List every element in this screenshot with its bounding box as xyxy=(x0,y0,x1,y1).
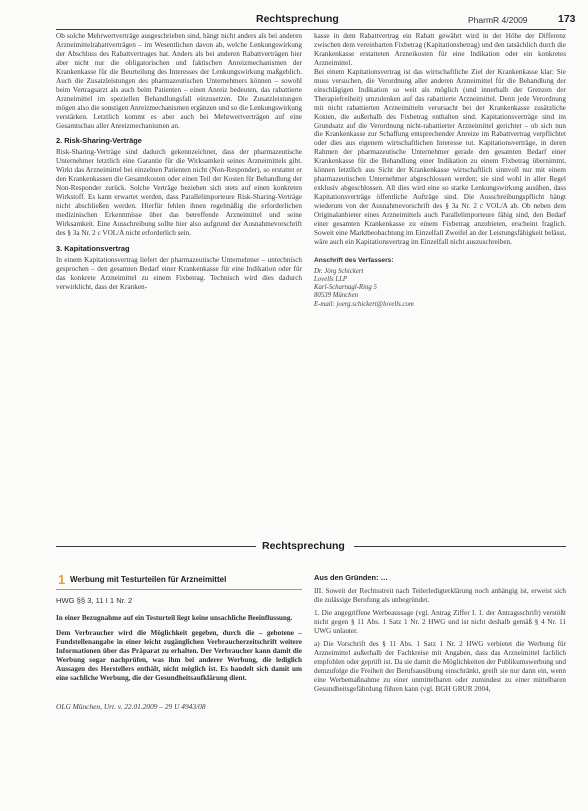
paragraph-mehrwert: Ob solche Mehrwertverträge ausgeschrieben sind, hängt nicht anders als bei anderen Arzneimittelrabattverträgen – im Wesentlichen davon ab, welche Lenkungswirkung der Abschluss des Rabattvertrages hat. Anders als bei anderen Rabattverträgen hier aber nicht nur die obligatorischen und faktischen Anreizmechanismen der Krankenkasse für die Beurteilung des Interesses der Lenkungswirkung maßgeblich. Auch die Zusatzleistungen des pharmazeutischen Unternehmers können – sowohl beim Vertragsarzt als auch beim Patienten – einen Anreiz bedeuten, das rabattierte Arzneimittel im speziellen Behandlungsfall einzusetzen. Die Zusatzleistungen mögen also die sonstigen Anreizmechanismen ergänzen und so die Lenkungswirkung verstärken. Letztlich kommt es aber auch bei Mehrwertverträgen auf eine Gesamtschau aller Anreizmechanismen an. xyxy=(56,32,302,130)
case-title-rule xyxy=(56,589,302,590)
bottom-section-title: Rechtsprechung xyxy=(262,540,345,552)
heading-risk-sharing: 2. Risk-Sharing-Verträge xyxy=(56,136,142,146)
case-title: Werbung mit Testurteilen für Arzneimittel xyxy=(70,575,227,584)
grounds-paragraph-iii: III. Soweit der Rechtsstreit nach Teilerledigterklärung noch anhängig ist, erweist sich die zulässige Berufung als unbegründet. xyxy=(314,587,566,604)
leitsatz-1: In einer Bezugnahme auf ein Testurteil liegt keine unsachliche Beeinflussung. xyxy=(56,613,293,622)
paragraph-risk-sharing: Risk-Sharing-Verträge sind dadurch gekennzeichnet, dass der pharmazeutische Unternehmer letztlich eine Garantie für die Wirksamkeit seines Arzneimittels gibt. Wirkt das Arzneimittel bei einzelnen Patienten nicht (Non-Responder), so erstattet er den Krankenkassen die Gesamtkosten oder einen Teil der Kosten für Behandlung der Non-Responder zurück. Solche Verträge beziehen sich stets auf einen konkreten Wirkstoff. Es kann erwartet werden, dass Parallelimporteure Risk-Sharing-Verträge nicht abschließen werden. Hierfür fehlen ihnen regelmäßig die erforderlichen medizinischen Erkenntnisse über das betreffende Arzneimittel und seine Wirksamkeit. Eine Ausschreibung sollte hier also aufgrund der Ausnahmevorschrift des § 3a Nr. 2 c VOL/A nicht erforderlich sein. xyxy=(56,148,302,238)
author-email: E-mail: joerg.schickert@lovells.com xyxy=(314,300,414,308)
grounds-heading: Aus den Gründen: … xyxy=(314,573,388,582)
bottom-rule-right xyxy=(354,546,566,547)
right-column-top xyxy=(314,32,566,309)
author-address xyxy=(314,268,566,309)
section-header: Rechtsprechung xyxy=(256,13,339,25)
author-city: 80539 München xyxy=(314,292,358,300)
grounds-paragraph-a: a) Die Vorschrift des § 11 Abs. 1 Satz 1 Nr. 2 HWG verbietet die Werbung für Arzneimittel außerhalb der Fachkreise mit Angaben, dass das Arzneimittel fachlich empfohlen oder geprüft ist. Da sie damit die Möglichkeiten der Publikumswerbung und demzufolge die Freiheit der Berufsausübung einschränkt, greift sie nur dann ein, wenn eine Werbemaßnahme zu einer unmittelbaren oder zumindest zu einer mittelbaren Gesundheitsgefährdung führen kann (vgl. BGH GRUR 2004, xyxy=(314,639,566,693)
author-address-heading: Anschrift des Verfassers: xyxy=(314,256,394,264)
bottom-left-column xyxy=(56,597,302,712)
heading-kapitation: 3. Kapitationsvertrag xyxy=(56,244,130,254)
paragraph-kapitation: In einem Kapitationsvertrag liefert der pharmazeutische Unternehmer – untechnisch gesprochen – den gesamten Bedarf einer Krankenkasse für eine Indikation oder für das konkrete Arzneimittel zu einem Fixbetrag. Technisch wird dies dadurch verwirklicht, dass der Kranken- xyxy=(56,256,302,291)
paragraph-rabatt: kasse in dem Rabattvertrag ein Rabatt gewährt wird in der Höhe der Differenz zwischen dem vereinbarten Fixbetrag (Kapitationsbetrag) und den tatsächlich durch die Krankenkasse erstatteten Arzneikosten für eine Indikation oder ein konkretes Arzneimittel. xyxy=(314,32,566,67)
leitsatz-2: Dem Verbraucher wird die Möglichkeit gegeben, durch die – gebotene – Fundstellenangabe in einer leicht zugänglichen Verbraucherzeitschrift weitere Informationen über das Präparat zu erhalten. Der Verbraucher kann damit die Werbung sogar nachprüfen, was ihm bei anderer Werbung, die lediglich Aussagen des Herstellers enthält, nicht möglich ist. Es handelt sich damit um eine sachliche Werbung, die der Gesundheitsaufklärung dient. xyxy=(56,628,302,682)
left-column-top xyxy=(56,32,302,292)
grounds-paragraph-1: 1. Die angegriffene Werbeaussage (vgl. Antrag Ziffer I. 1. der Antragsschrift) verstößt nicht gegen § 11 Abs. 1 Satz 1 Nr. 2 HWG und ist nicht deshalb gemäß § 4 Nr. 11 UWG unlauter. xyxy=(314,608,566,635)
page-number: 173 xyxy=(558,13,576,25)
author-name: Dr. Jörg Schickert xyxy=(314,267,364,275)
journal-reference: PharmR 4/2009 xyxy=(468,15,528,25)
bottom-right-column xyxy=(314,573,566,693)
author-firm: Lovells LLP xyxy=(314,276,348,284)
bottom-rule-left xyxy=(56,546,256,547)
case-number: 1 xyxy=(58,572,66,587)
author-street: Karl-Scharnagl-Ring 5 xyxy=(314,284,377,292)
statute-reference: HWG §§ 3, 11 I 1 Nr. 2 xyxy=(56,596,133,605)
paragraph-kapitation-ziel: Bei einem Kapitationsvertrag ist das wirtschaftliche Ziel der Krankenkasse klar: Sie muss versuchen, die Verordnung aller anderen Arzneimittel für die Behandlung der einschlägigen Indikation so weit als möglich (und innerhalb der Grenzen der Therapiefreiheit) umzulenken auf das rabattierte Arzneimittel. Denn jede Verordnung mit nicht rabattierten Arzneimitteln verursacht bei der Krankenkasse zusätzliche Kosten, die außerhalb des Fixbetrag enthalten sind. Kapitationsverträge sind im Grundsatz auf die Verordnung nicht-rabattierter Arzneimittel gerichtet – ob sich nun die Krankenkasse zur Schaffung entsprechender Anreize im Rabattvertrag verpflichtet oder dies aus eigenem wirtschaftlichen Interesse tut. Kapitationsverträge, in deren Rahmen der pharmazeutische Unternehmer gerade den gesamten Bedarf einer Krankenkasse für die Behandlung einer Indikation zu einem Fixbetrag übernimmt, können letztlich aus Sicht der Krankenkasse wirtschaftlich sinnvoll nur mit einem pharmazeutischen Unternehmer abgeschlossen werden; sie sind wohl in aller Regel exklusiv abgeschlossen. All dies wird eine so starke Lenkungswirkung ausüben, dass Kapitationsverträge öffentliche Aufträge sind. Die Ausschreibungspflicht hängt wiederum von der Ausnahmevorschrift des § 3a Nr. 2 c VOL/A ab. Ob neben dem Originalanbieter eines Arzneimittels auch Parallelimporteure fähig sind, den Bedarf einer gesamten Krankenkasse zu einem Fixbetrag anzubieten, erscheint fraglich. Soweit eine Marktbeobachtung im Einzelfall Zweifel an der Leistungsfähigkeit belässt, wäre auch ein Kapitationsvertrag im Einzelfall nicht auszuschreiben. xyxy=(314,67,566,246)
court-citation: OLG München, Urt. v. 22.01.2009 – 29 U 4943/08 xyxy=(56,701,206,711)
header-rule xyxy=(56,29,566,30)
